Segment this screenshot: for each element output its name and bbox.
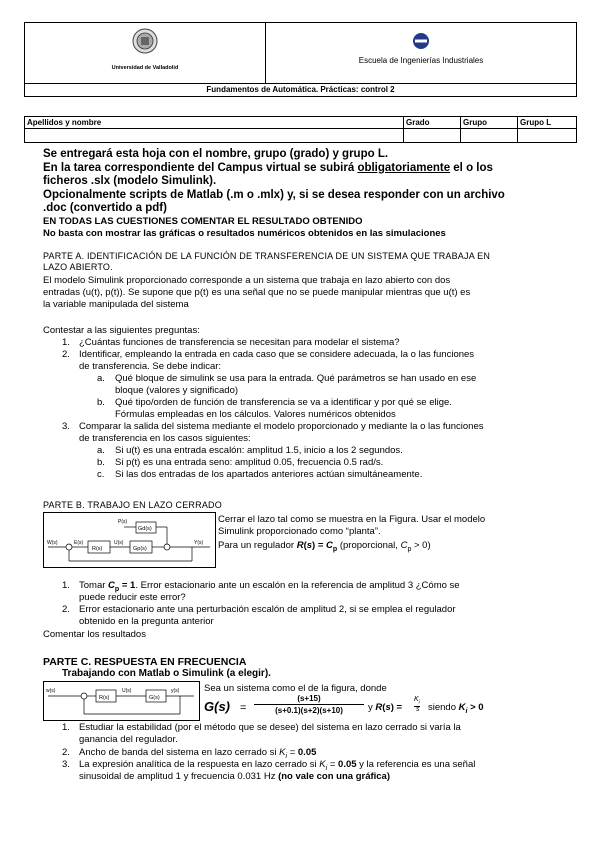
fb-ref-label: w(s) <box>46 688 56 694</box>
part-c-q3-line1: La expresión analítica de la respuesta en lazo cerrado si $K_i = 0.05$ y la referencia es una señal <box>79 759 476 772</box>
diagram-disturbance-block: Gd(s) <box>138 526 152 532</box>
part-c-q2-number: 2. <box>62 747 70 758</box>
grado-field[interactable] <box>404 129 461 143</box>
instruction-2 <box>43 162 575 175</box>
part-b-desc-3: Para un regulador $R(s) = C_p$ (proporcional, $C_p > 0$) <box>218 540 431 553</box>
instruction-3: ficheros .slx (modelo Simulink). <box>43 175 217 187</box>
part-a-q2b-line2: Fórmulas empleadas en los cálculos. Valores numéricos obtenidos <box>115 409 396 420</box>
part-a-q2a-letter: a. <box>97 373 105 384</box>
part-c-q2: Ancho de banda del sistema en lazo cerrado si $K_i = 0.05$ <box>79 747 317 760</box>
instruction-7: No basta con mostrar las gráficas o resultados numéricos obtenidos en las simulaciones <box>43 228 446 239</box>
part-a-para-2: entradas (u(t), p(t)). Se supone que p(t) es una señal que no se puede manipular mientras que u(t) es <box>43 287 471 298</box>
part-c-q2-text: Ancho de banda del sistema en lazo cerrado si <box>79 747 280 758</box>
fb-output-label: y(s) <box>171 688 180 694</box>
part-b-desc-3-mid: (proporcional, <box>337 540 401 551</box>
part-a-q2-line1: Identificar, empleando la entrada en cada caso que se considere adecuada, la o las funciones <box>79 349 475 360</box>
instruction-2-emphasis: obligatoriamente <box>357 162 451 174</box>
part-a-q3-line2: de transferencia en los casos siguientes: <box>79 433 251 444</box>
transfer-function-formula: G(s) = (s+15) (s+0.1)(s+2)(s+10) y R(s) = $K_i$ s siendo $K_i > 0$ <box>204 694 484 715</box>
part-b-q2-line2: obtenido en la pregunta anterior <box>79 616 214 627</box>
part-b-q2-line1: Error estacionario ante una perturbación escalón de amplitud 2, si se emplea el regulador <box>79 604 456 615</box>
part-b-q1-start: Tomar <box>79 580 109 591</box>
part-a-q2b-letter: b. <box>97 397 105 408</box>
part-a-q1: ¿Cuántas funciones de transferencia se necesitan para modelar el sistema? <box>79 337 400 348</box>
grado-label: Grado <box>404 117 461 129</box>
school-name: Escuela de Ingenierías Industriales <box>358 56 484 65</box>
part-b-desc-3-end: ) <box>427 540 431 551</box>
part-b-desc-2: Simulink proporcionado como “planta”. <box>218 526 381 537</box>
instruction-6: EN TODAS LAS CUESTIONES COMENTAR EL RESULTADO OBTENIDO <box>43 216 363 227</box>
part-a-q2-number: 2. <box>62 349 70 360</box>
fb-plant-block: G(s) <box>149 695 160 701</box>
fb-regulator-block: R(s) <box>99 695 110 701</box>
course-title: Fundamentos de Automática. Prácticas: control 2 <box>25 84 577 97</box>
school-cell <box>266 23 577 84</box>
part-b-desc-3-start: Para un regulador <box>218 540 297 551</box>
part-c-desc: Sea un sistema como el de la figura, donde <box>204 683 387 694</box>
university-name: Universidad de Valladolid <box>111 65 179 71</box>
part-c-subtitle: Trabajando con Matlab o Simulink (a elegir). <box>62 668 271 679</box>
part-a-title-2: LAZO ABIERTO. <box>43 262 113 272</box>
part-a-q3b-letter: b. <box>97 457 105 468</box>
diagram-output-label: Y(s) <box>194 540 204 546</box>
instruction-4: Opcionalmente scripts de Matlab (.m o .mlx) y, si se desea responder con un archivo <box>43 189 505 201</box>
closed-loop-diagram <box>43 512 216 568</box>
feedback-block-diagram <box>44 682 199 720</box>
part-a-para-3: la variable manipulada del sistema <box>43 299 189 310</box>
part-c-q3-freq: sinusoidal de amplitud 1 y frecuencia 0.031 Hz <box>79 771 279 782</box>
grupo-l-label: Grupo L <box>518 117 577 129</box>
feedback-diagram <box>43 681 200 721</box>
grupo-l-field[interactable] <box>518 129 577 143</box>
instruction-5: .doc (convertido a pdf) <box>43 202 167 214</box>
diagram-ref-label: W(s) <box>47 540 58 546</box>
part-a-q2-line2: de transferencia. Se debe indicar: <box>79 361 222 372</box>
part-b-q1: Tomar $C_p = 1$. Error estacionario ante un escalón en la referencia de amplitud 3 ¿Cómo se <box>79 580 460 593</box>
closed-loop-block-diagram <box>44 513 215 567</box>
part-c-q3-end: y la referencia es una señal <box>356 759 476 770</box>
part-a-q3a-letter: a. <box>97 445 105 456</box>
part-b-q1-end: . Error estacionario ante un escalón en la referencia de amplitud 3 ¿Cómo se <box>135 580 460 591</box>
part-a-q3c-letter: c. <box>97 469 105 480</box>
university-seal-icon <box>132 27 158 55</box>
part-a-q1-number: 1. <box>62 337 70 348</box>
part-a-para-1: El modelo Simulink proporcionado corresponde a un sistema que trabaja en lazo abierto con dos <box>43 275 451 286</box>
diagram-error-label: E(s) <box>74 540 84 546</box>
part-a-q2a-line1: Qué bloque de simulink se usa para la entrada. Qué parámetros se han usado en ese <box>115 373 477 384</box>
grupo-field[interactable] <box>461 129 518 143</box>
university-cell <box>25 23 266 84</box>
part-c-q1-line2: ganancia del regulador. <box>79 734 178 745</box>
part-b-q1-line2: puede reducir este error? <box>79 592 186 603</box>
school-logo-icon <box>411 31 431 51</box>
part-c-q3-number: 3. <box>62 759 70 770</box>
part-c-q3-line2 <box>79 771 390 783</box>
part-a-q3c: Si las dos entradas de los apartados anteriores actúan simultáneamente. <box>115 469 423 480</box>
fb-control-label: U(s) <box>122 688 132 694</box>
header-table <box>24 22 577 97</box>
part-c-q1-number: 1. <box>62 722 70 733</box>
part-a-intro: Contestar a las siguientes preguntas: <box>43 325 200 336</box>
diagram-disturbance-label: P(s) <box>118 519 128 525</box>
part-b-q2-number: 2. <box>62 604 70 615</box>
part-a-q3-number: 3. <box>62 421 70 432</box>
instruction-2-end: el o los <box>450 162 493 174</box>
part-c-q1-line1: Estudiar la estabilidad (por el método que se desee) del sistema en lazo cerrado si varía la <box>79 722 461 733</box>
part-a-q3a: Si u(t) es una entrada escalón: amplitud 1.5, inicio a los 2 segundos. <box>115 445 403 456</box>
part-b-title: PARTE B. TRABAJO EN LAZO CERRADO <box>43 500 222 510</box>
diagram-plant-block: Gp(s) <box>133 546 147 552</box>
diagram-regulator-block: R(s) <box>92 546 103 552</box>
part-b-q1-number: 1. <box>62 580 70 591</box>
part-c-title: PARTE C. RESPUESTA EN FRECUENCIA <box>43 656 247 668</box>
diagram-control-label: U(s) <box>114 540 124 546</box>
part-b-comment: Comentar los resultados <box>43 629 146 640</box>
part-b-desc-1: Cerrar el lazo tal como se muestra en la Figura. Usar el modelo <box>218 514 486 525</box>
name-field[interactable] <box>25 129 404 143</box>
part-a-title-1: PARTE A. IDENTIFICACIÓN DE LA FUNCIÓN DE TRANSFERENCIA DE UN SISTEMA QUE TRABAJA EN <box>43 251 491 261</box>
instruction-2-start: En la tarea correspondiente del Campus virtual se subirá <box>43 162 358 174</box>
part-c-q3-start: La expresión analítica de la respuesta en lazo cerrado si <box>79 759 320 770</box>
instruction-1: Se entregará esta hoja con el nombre, grupo (grado) y grupo L. <box>43 148 389 160</box>
part-c-q3-note: (no vale con una gráfica) <box>278 771 391 782</box>
part-a-q2b-line1: Qué tipo/orden de función de transferencia se va a identificar y por qué se elige. <box>115 397 452 408</box>
part-a-q3b: Si p(t) es una entrada seno: amplitud 0.05, frecuencia 0.5 rad/s. <box>115 457 384 468</box>
part-a-q3-line1: Comparar la salida del sistema mediante el modelo proporcionado y mediante la o las funciones <box>79 421 484 432</box>
grupo-label: Grupo <box>461 117 518 129</box>
student-id-table <box>24 116 577 143</box>
part-a-q2a-line2: bloque (valores y significado) <box>115 385 239 396</box>
name-label: Apellidos y nombre <box>25 117 404 129</box>
